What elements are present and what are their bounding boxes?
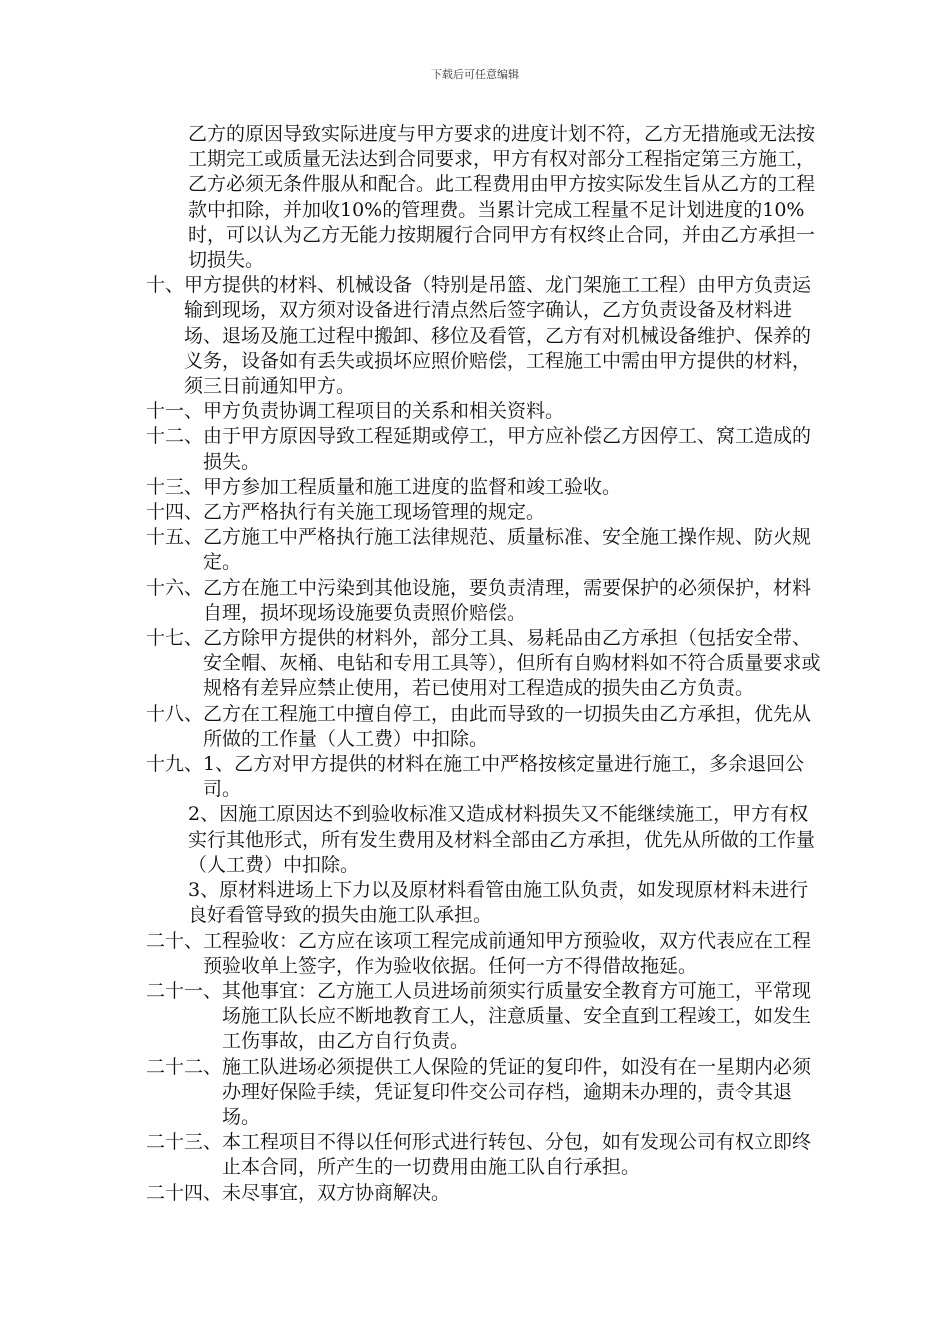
clause-19-item-1 [146,752,826,802]
clause-text: 其他事宜：乙方施工人员进场前须实行质量安全教育方可施工，平常现场施工队长应不断地教育工人，注意质量、安全直到工程竣工，如发生工伤事故，由乙方自行负责。 [222,979,812,1053]
clause-number: 十一、 [146,400,204,423]
clause-number: 十四、 [146,501,204,524]
clause-number: 十二、 [146,425,204,448]
paragraph-continuation [146,122,826,273]
clause-23 [146,1130,826,1180]
clause-14 [146,500,826,525]
clause-text: 由于甲方原因导致工程延期或停工，甲方应补偿乙方因停工、窝工造成的损失。 [203,425,812,473]
clause-text: 甲方提供的材料、机械设备（特别是吊篮、龙门架施工工程）由甲方负责运输到现场，双方须对设备进行清点然后签字确认，乙方负责设备及材料进场、退场及施工过程中搬卸、移位及看管，乙方有对机械设备维护、保养的义务，设备如有丢失或损坏应照价赔偿，工程施工中需由甲方提供的材料，须三日前通知甲方。 [184,274,812,398]
clause-24 [146,1181,826,1206]
clause-21 [146,979,826,1055]
clause-17 [146,626,826,702]
clause-number: 十五、 [146,526,204,549]
clause-text: 本工程项目不得以任何形式进行转包、分包，如有发现公司有权立即终止本合同，所产生的一切费用由施工队自行承担。 [222,1131,812,1179]
clause-19-item-3 [146,878,826,928]
clause-12 [146,424,826,474]
clause-13 [146,475,826,500]
clause-16 [146,576,826,626]
clause-number: 二十三、 [146,1131,223,1154]
clause-text: 未尽事宜，双方协商解决。 [222,1181,451,1204]
clause-18 [146,702,826,752]
clause-text: 乙方在工程施工中擅自停工，由此而导致的一切损失由乙方承担，优先从所做的工作量（人工费）中扣除。 [203,702,812,750]
clause-text: 甲方负责协调工程项目的关系和相关资料。 [203,400,565,423]
clause-number: 十三、 [146,475,204,498]
clause-number: 十九、 [146,753,204,776]
clause-number: 二十一、 [146,979,223,1002]
clause-text: 2、因施工原因达不到验收标准又造成材料损失又不能继续施工，甲方有权实行其他形式，所有发生费用及材料全部由乙方承担，优先从所做的工作量（人工费）中扣除。 [188,803,816,876]
clause-text: 甲方参加工程质量和施工进度的监督和竣工验收。 [203,475,622,498]
clause-20 [146,929,826,979]
clause-number: 十七、 [146,627,204,650]
clause-text: 1、乙方对甲方提供的材料在施工中严格按核定量进行施工，多余退回公司。 [203,753,805,801]
clause-text: 乙方在施工中污染到其他设施，要负责清理，需要保护的必须保护，材料自理，损坏现场设施要负责照价赔偿。 [203,576,812,624]
clause-text: 乙方施工中严格执行施工法律规范、质量标准、安全施工操作规、防火规定。 [203,526,812,574]
clause-text: 施工队进场必须提供工人保险的凭证的复印件，如没有在一星期内必须办理好保险手续，凭证复印件交公司存档，逾期未办理的，责令其退场。 [222,1055,812,1128]
paragraph-text: 乙方的原因导致实际进度与甲方要求的进度计划不符，乙方无措施或无法按工期完工或质量无法达到合同要求，甲方有权对部分工程指定第三方施工，乙方必须无条件服从和配合。此工程费用由甲方按实际发生旨从乙方的工程款中扣除，并加收10%的管理费。当累计完成工程量不足计划进度的10%时，可以认为乙方无能力按期履行合同甲方有权终止合同，并由乙方承担一切损失。 [188,123,816,272]
clause-text: 3、原材料进场上下力以及原材料看管由施工队负责，如发现原材料未进行良好看管导致的损失由施工队承担。 [188,879,809,927]
clause-number: 二十四、 [146,1181,223,1204]
clause-number: 十、 [146,274,185,297]
clause-22 [146,1055,826,1131]
clause-number: 十六、 [146,576,204,599]
clause-19-item-2 [146,802,826,878]
clause-10 [146,273,826,399]
clause-text: 乙方除甲方提供的材料外，部分工具、易耗品由乙方承担（包括安全带、安全帽、灰桶、电钻和专用工具等），但所有自购材料如不符合质量要求或规格有差异应禁止使用，若已使用对工程造成的损失由乙方负责。 [203,627,821,700]
clause-11 [146,399,826,424]
clause-15 [146,525,826,575]
clause-text: 工程验收：乙方应在该项工程完成前通知甲方预验收，双方代表应在工程预验收单上签字，作为验收依据。任何一方不得借故拖延。 [203,929,812,977]
page-header-note: 下载后可任意编辑 [431,68,519,81]
clause-number: 二十、 [146,929,204,952]
contract-page [146,122,826,1206]
clause-number: 二十二、 [146,1055,223,1078]
clause-number: 十八、 [146,702,204,725]
clause-text: 乙方严格执行有关施工现场管理的规定。 [203,501,546,524]
